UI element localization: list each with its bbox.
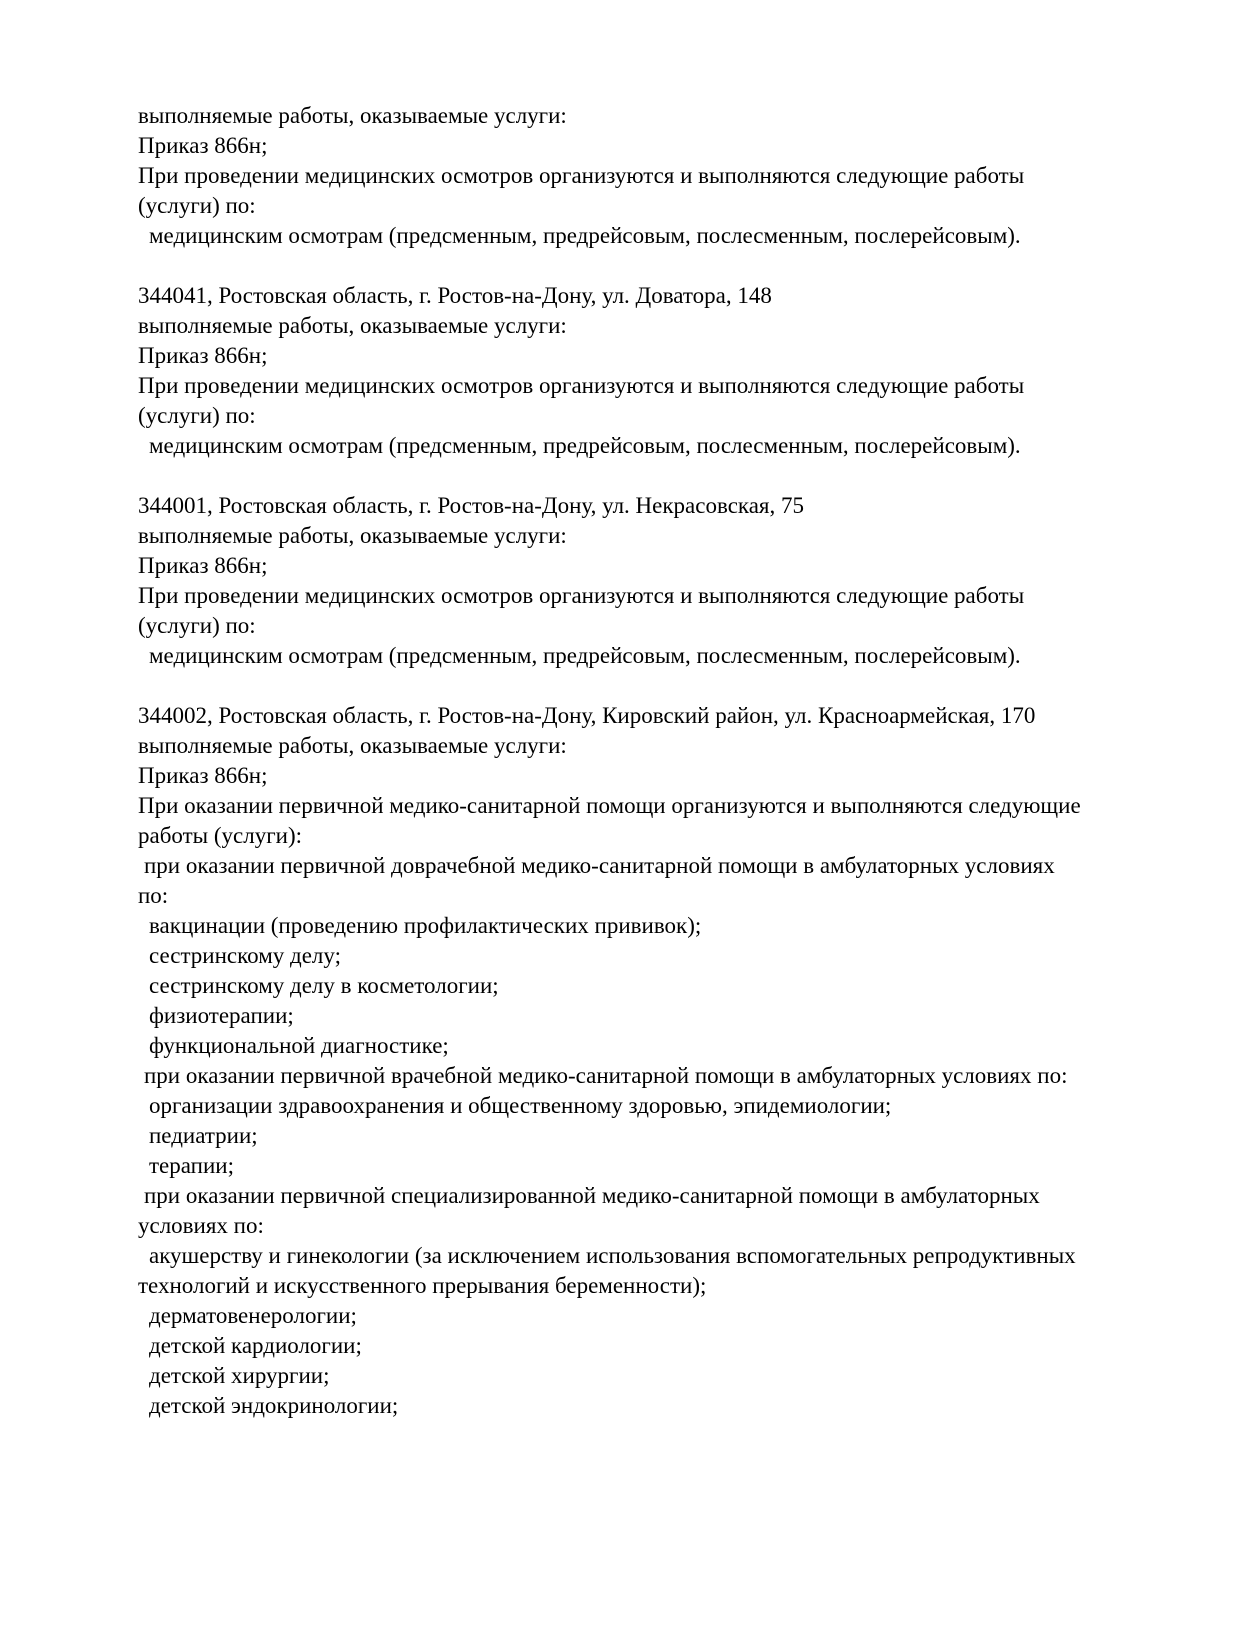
text-line: по:: [138, 883, 169, 908]
text-line: работы (услуги):: [138, 823, 302, 848]
blank-line: [138, 671, 1118, 701]
text-line: детской кардиологии;: [149, 1333, 362, 1358]
text-line: детской хирургии;: [149, 1363, 330, 1388]
text-line: При проведении медицинских осмотров организуются и выполняются следующие работы: [138, 583, 1025, 608]
text-line: Приказ 866н;: [138, 343, 268, 368]
text-line: организации здравоохранения и общественному здоровью, эпидемиологии;: [149, 1093, 892, 1118]
text-line: Приказ 866н;: [138, 133, 268, 158]
text-line: При проведении медицинских осмотров организуются и выполняются следующие работы: [138, 373, 1025, 398]
text-line: выполняемые работы, оказываемые услуги:: [138, 523, 567, 548]
text-line: дерматовенерологии;: [149, 1303, 357, 1328]
text-line: терапии;: [149, 1153, 234, 1178]
text-line: при оказании первичной доврачебной медико-санитарной помощи в амбулаторных условиях: [144, 853, 1055, 878]
text-line: выполняемые работы, оказываемые услуги:: [138, 313, 567, 338]
text-line: При оказании первичной медико-санитарной помощи организуются и выполняются следующие: [138, 793, 1081, 818]
text-line: вакцинации (проведению профилактических прививок);: [149, 913, 702, 938]
text-line: акушерству и гинекологии (за исключением использования вспомогательных репродуктивных: [149, 1243, 1076, 1268]
text-line: 344001, Ростовская область, г. Ростов-на-Дону, ул. Некрасовская, 75: [138, 493, 805, 518]
text-line: (услуги) по:: [138, 403, 256, 428]
text-line: 344002, Ростовская область, г. Ростов-на-Дону, Кировский район, ул. Красноармейская, 170: [138, 703, 1036, 728]
text-line: условиях по:: [138, 1213, 264, 1238]
blank-line: [138, 251, 1118, 281]
blank-line: [138, 461, 1118, 491]
document-text-block: [138, 101, 1118, 1421]
text-line: при оказании первичной врачебной медико-санитарной помощи в амбулаторных условиях по:: [144, 1063, 1068, 1088]
text-line: Приказ 866н;: [138, 763, 268, 788]
text-line: 344041, Ростовская область, г. Ростов-на-Дону, ул. Доватора, 148: [138, 283, 772, 308]
text-line: физиотерапии;: [149, 1003, 294, 1028]
text-line: медицинским осмотрам (предсменным, предрейсовым, послесменным, послерейсовым).: [149, 643, 1021, 668]
text-line: медицинским осмотрам (предсменным, предрейсовым, послесменным, послерейсовым).: [149, 223, 1021, 248]
text-line: сестринскому делу;: [149, 943, 341, 968]
text-line: при оказании первичной специализированной медико-санитарной помощи в амбулаторных: [144, 1183, 1040, 1208]
text-line: детской эндокринологии;: [149, 1393, 399, 1418]
text-line: функциональной диагностике;: [149, 1033, 449, 1058]
text-line: (услуги) по:: [138, 193, 256, 218]
text-line: педиатрии;: [149, 1123, 258, 1148]
text-line: (услуги) по:: [138, 613, 256, 638]
text-line: сестринскому делу в косметологии;: [149, 973, 499, 998]
text-line: выполняемые работы, оказываемые услуги:: [138, 733, 567, 758]
text-line: При проведении медицинских осмотров организуются и выполняются следующие работы: [138, 163, 1025, 188]
text-line: медицинским осмотрам (предсменным, предрейсовым, послесменным, послерейсовым).: [149, 433, 1021, 458]
text-line: технологий и искусственного прерывания беременности);: [138, 1273, 707, 1298]
text-line: Приказ 866н;: [138, 553, 268, 578]
text-line: выполняемые работы, оказываемые услуги:: [138, 103, 567, 128]
